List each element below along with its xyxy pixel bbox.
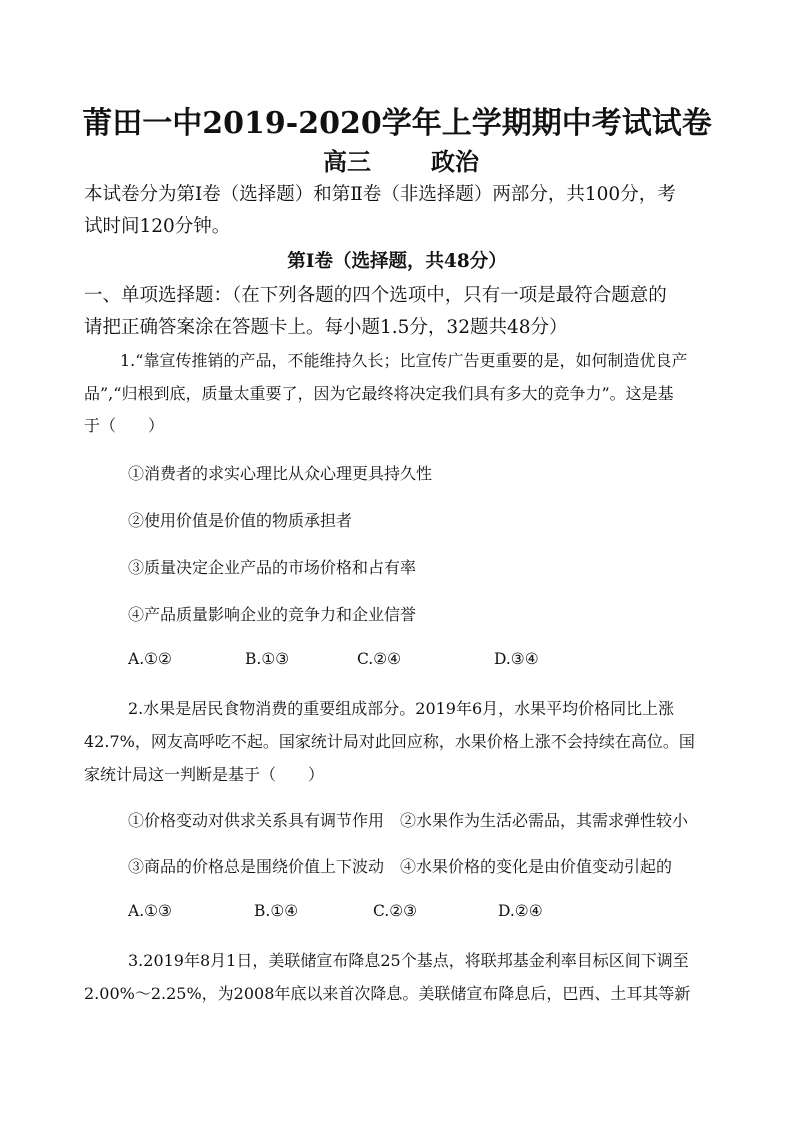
q3-stem-line-1: 3.2019年8月1日，美联储宣布降息25个基点，将联邦基金利率目标区间下调至: [128, 951, 689, 970]
q2-stem-line-3: 家统计局这一判断是基于（ ）: [84, 765, 325, 784]
q2-option-d: D.②④: [498, 902, 543, 920]
q1-item-1: ①消费者的求实心理比从众心理更具持久性: [128, 464, 433, 483]
q2-stem-line-1: 2.水果是居民食物消费的重要组成部分。2019年6月，水果平均价格同比上涨: [128, 699, 675, 718]
q1-item-4: ④产品质量影响企业的竞争力和企业信誉: [128, 605, 417, 624]
q1-option-a: A.①②: [128, 650, 172, 668]
q2-stem-line-2: 42.7%，网友高呼吃不起。国家统计局对此回应称，水果价格上涨不会持续在高位。国: [84, 732, 695, 751]
intro-line-1: 本试卷分为第Ⅰ卷（选择题）和第Ⅱ卷（非选择题）两部分，共100分，考: [84, 184, 676, 205]
q3-stem-line-2: 2.00%～2.25%，为2008年底以来首次降息。美联储宣布降息后，巴西、土耳其等新: [84, 984, 691, 1003]
q2-option-b: B.①④: [254, 902, 299, 920]
intro-line-2: 试时间120分钟。: [84, 216, 231, 237]
section-instruction-1: 一、单项选择题：（在下列各题的四个选项中，只有一项是最符合题意的: [84, 285, 667, 306]
q1-option-c: C.②④: [357, 650, 402, 668]
q2-option-c: C.②③: [373, 902, 418, 920]
q2-items-row-1: ①价格变动对供求关系具有调节作用 ②水果作为生活必需品，其需求弹性较小: [128, 811, 689, 830]
section-title: 第Ⅰ卷（选择题，共48分）: [287, 251, 507, 272]
section-instruction-2: 请把正确答案涂在答题卡上。每小题1.5分，32题共48分）: [84, 317, 568, 338]
q1-item-2: ②使用价值是价值的物质承担者: [128, 511, 353, 530]
grade-label: 高三: [323, 147, 371, 176]
q1-stem-line-3: 于（ ）: [84, 416, 165, 435]
q1-option-b: B.①③: [245, 650, 290, 668]
q2-items-row-2: ③商品的价格总是围绕价值上下波动 ④水果价格的变化是由价值变动引起的: [128, 857, 673, 876]
q1-option-d: D.③④: [494, 650, 539, 668]
exam-title: 莆田一中2019-2020学年上学期期中考试试卷: [82, 106, 712, 141]
q1-stem-line-1: 1.“靠宣传推销的产品，不能维持久长；比宣传广告更重要的是，如何制造优良产: [120, 351, 688, 370]
exam-subtitle: [323, 142, 479, 177]
q2-option-a: A.①③: [128, 902, 172, 920]
q1-item-3: ③质量决定企业产品的市场价格和占有率: [128, 558, 417, 577]
subject-label: 政治: [431, 147, 479, 176]
q1-stem-line-2: 品”,“归根到底，质量太重要了，因为它最终将决定我们具有多大的竞争力”。这是基: [84, 384, 674, 403]
